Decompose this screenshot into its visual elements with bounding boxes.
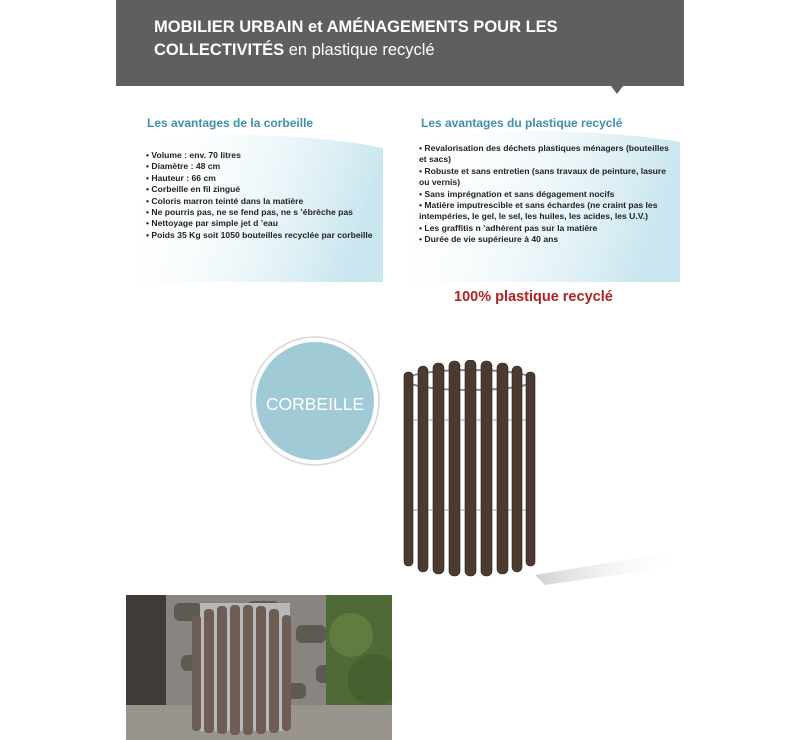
panel-title: Les avantages de la corbeille [147, 116, 314, 130]
page-title [154, 16, 654, 62]
list-item: • Durée de vie supérieure à 40 ans [419, 234, 559, 245]
list-item: • Ne pourris pas, ne se fend pas, ne s ’ébrèche pas [146, 207, 353, 218]
panel-title: Les avantages du plastique recyclé [421, 116, 623, 130]
list-item: • Diamètre : 48 cm [146, 161, 221, 172]
recycle-note: 100% plastique recyclé [454, 289, 613, 305]
header-arrow [611, 86, 623, 94]
list-item: • Robuste et sans entretien (sans travaux de peinture, lasure ou vernis) [419, 165, 667, 188]
page-title-bold: MOBILIER URBAIN et AMÉNAGEMENTS POUR LES COLLECTIVITÉS [154, 18, 558, 59]
list-item: • Les graffitis n ’adhèrent pas sur la matière [419, 222, 598, 233]
list-item: • Poids 35 Kg soit 1050 bouteilles recyclée par corbeille [146, 229, 373, 240]
list-item: • Matière imputrescible et sans échardes (ne craint pas les intempéries, le gel, le sel, les huiles, les acides, les U.V.) [419, 200, 658, 222]
list-item: • Corbeille en fil zingué [146, 184, 241, 195]
plastic-advantages-list [419, 143, 677, 246]
list-item: • Revalorisation des déchets plastiques ménagers (bouteilles et sacs) [419, 143, 669, 165]
list-item: • Sans imprégnation et sans dégagement nocifs [419, 188, 615, 199]
list-item: • Hauteur : 66 cm [146, 172, 216, 183]
list-item: • Coloris marron teinté dans la matière [146, 195, 304, 206]
list-item: • Nettoyage par simple jet d ’eau [146, 218, 278, 229]
product-illustration [395, 360, 690, 590]
bin-advantages-list [146, 150, 380, 241]
bin-advantages-panel [137, 112, 383, 282]
list-item: • Volume : env. 70 litres [146, 150, 241, 160]
plastic-advantages-panel [410, 112, 680, 282]
badge-label: CORBEILLE [265, 394, 365, 414]
product-photo [126, 595, 392, 740]
page-title-normal: en plastique recyclé [284, 41, 435, 59]
